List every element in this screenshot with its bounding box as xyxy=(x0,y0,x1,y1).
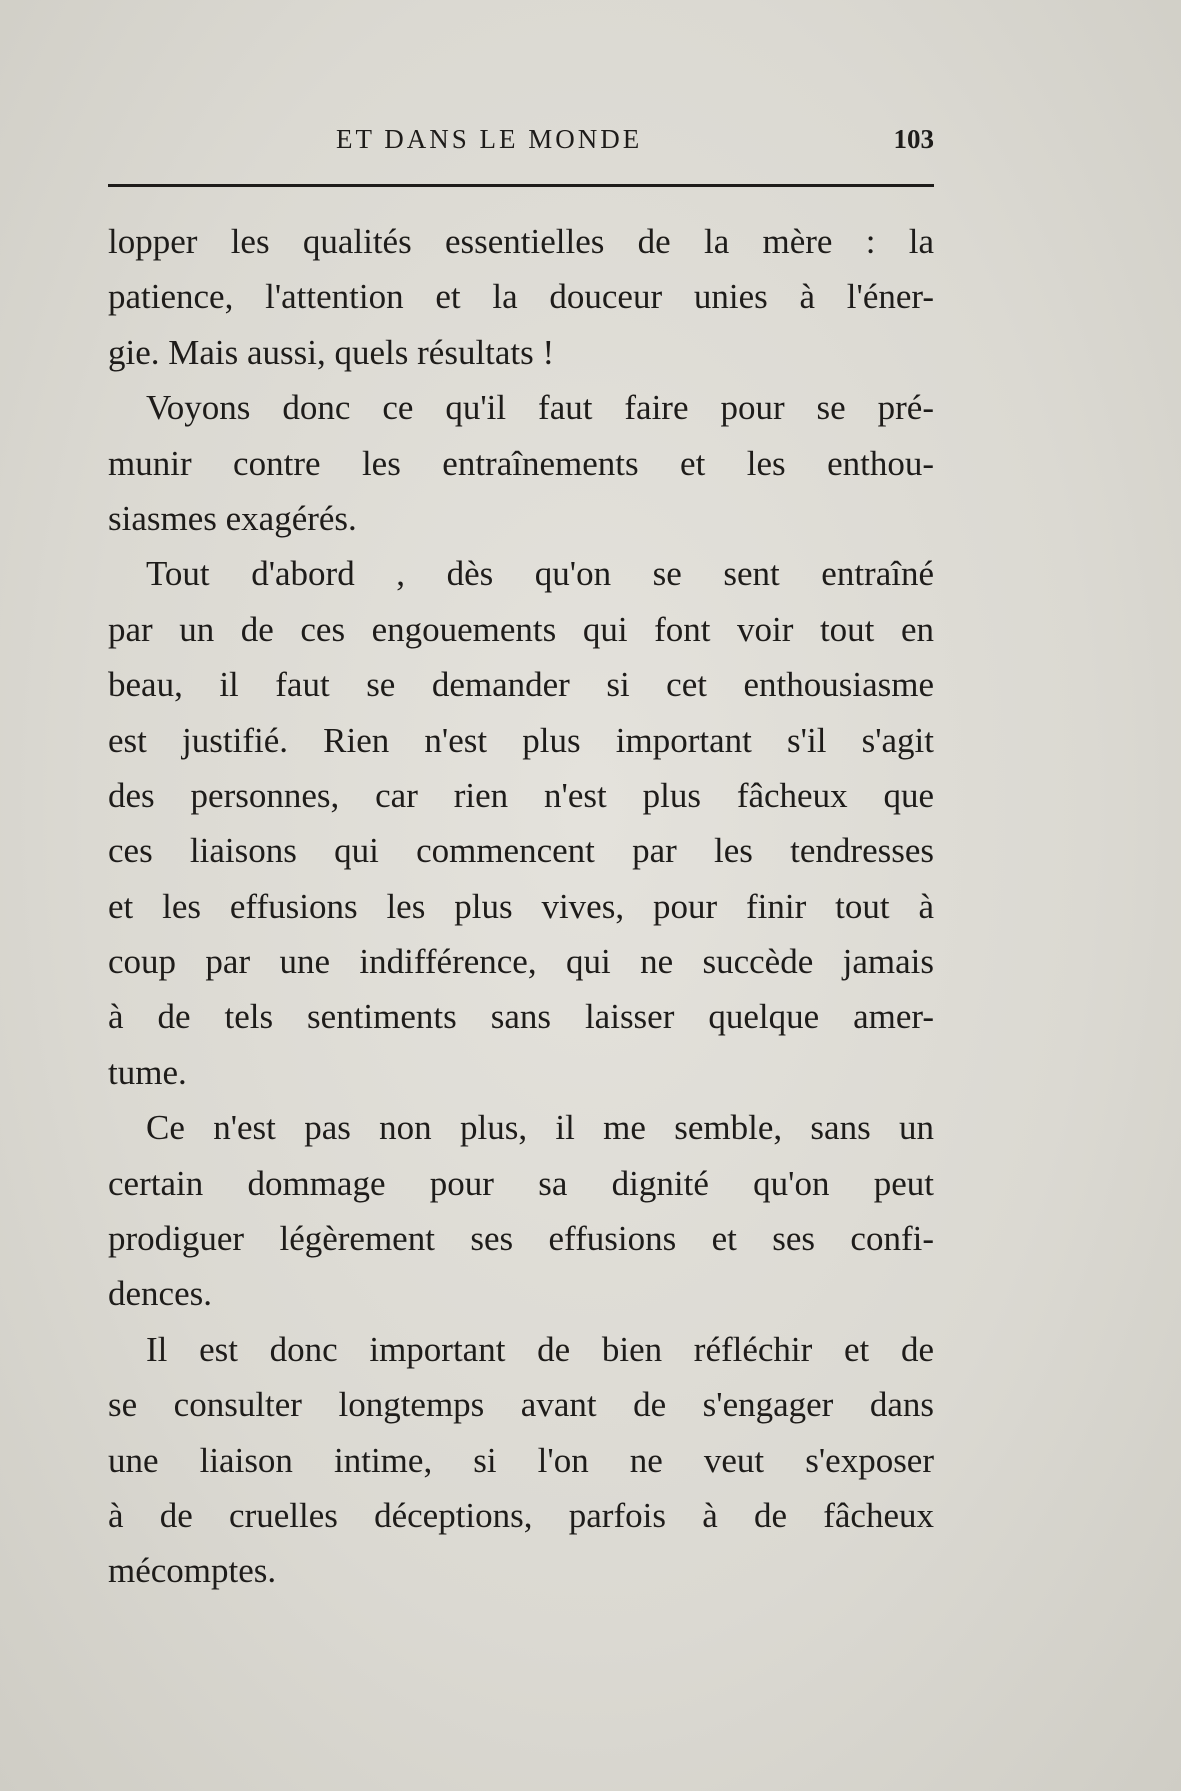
text-line: mécomptes. xyxy=(108,1551,277,1591)
running-title: ET DANS LE MONDE xyxy=(336,124,643,154)
body-text xyxy=(108,214,934,1599)
running-header xyxy=(108,124,934,164)
text-line: Il est donc important de bien réfléchir et de xyxy=(146,1329,934,1369)
text-line: par un de ces engouements qui font voir tout en xyxy=(108,609,934,649)
text-line: dences. xyxy=(108,1274,212,1314)
text-line: et les effusions les plus vives, pour finir tout à xyxy=(108,886,934,926)
text-line: des personnes, car rien n'est plus fâcheux que xyxy=(108,775,934,815)
text-line: patience, l'attention et la douceur unies à l'éner- xyxy=(108,277,934,317)
text-line: munir contre les entraînements et les enthou- xyxy=(108,443,934,483)
text-line: se consulter longtemps avant de s'engager dans xyxy=(108,1385,934,1425)
text-line: gie. Mais aussi, quels résultats ! xyxy=(108,332,555,372)
text-line: certain dommage pour sa dignité qu'on peut xyxy=(108,1163,934,1203)
text-line: prodiguer légèrement ses effusions et ses confi- xyxy=(108,1219,934,1259)
text-line: lopper les qualités essentielles de la mère : la xyxy=(108,222,934,261)
text-line: à de tels sentiments sans laisser quelque amer- xyxy=(108,997,934,1037)
text-line: siasmes exagérés. xyxy=(108,498,357,538)
text-line: Tout d'abord , dès qu'on se sent entraîné xyxy=(146,554,934,594)
text-line: tume. xyxy=(108,1052,187,1092)
text-line: Voyons donc ce qu'il faut faire pour se pré- xyxy=(146,388,934,428)
text-line: est justifié. Rien n'est plus important s'il s'agit xyxy=(108,720,934,760)
header-rule xyxy=(108,184,934,187)
text-line: ces liaisons qui commencent par les tendresses xyxy=(108,831,934,871)
text-line: coup par une indifférence, qui ne succède jamais xyxy=(108,942,934,982)
text-line: une liaison intime, si l'on ne veut s'exposer xyxy=(108,1440,934,1480)
text-line: à de cruelles déceptions, parfois à de fâcheux xyxy=(108,1495,934,1535)
text-line: Ce n'est pas non plus, il me semble, sans un xyxy=(146,1108,934,1148)
text-line: beau, il faut se demander si cet enthousiasme xyxy=(108,665,934,705)
page-number: 103 xyxy=(893,124,934,154)
